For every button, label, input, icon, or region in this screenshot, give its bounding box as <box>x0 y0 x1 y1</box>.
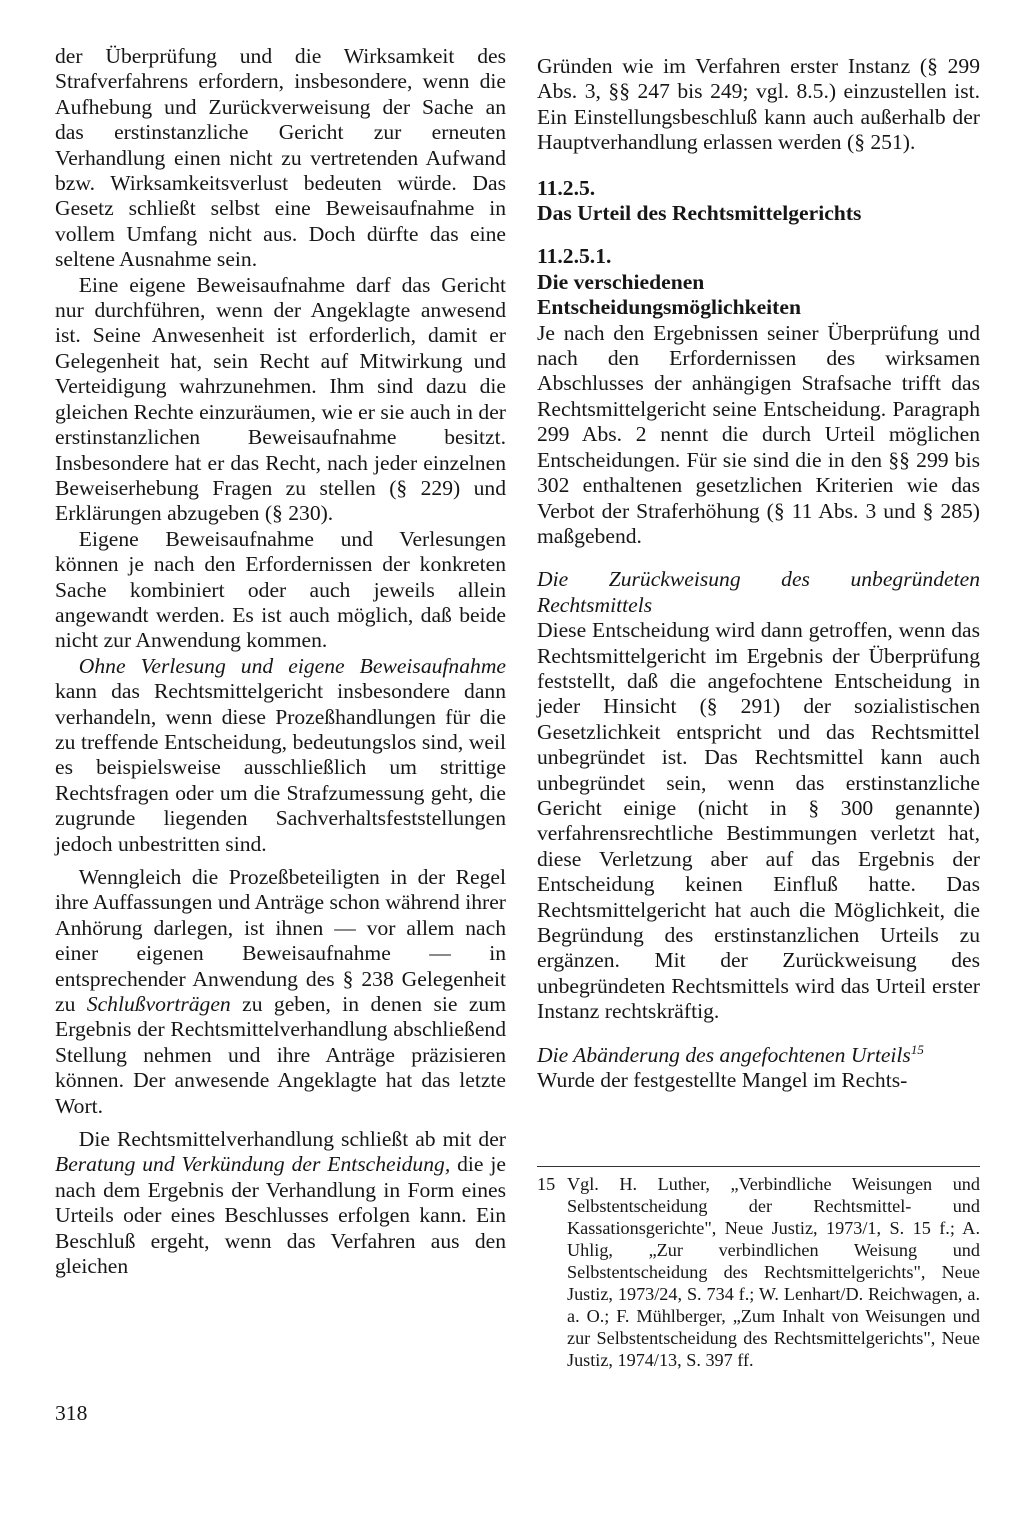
section-title: Das Urteil des Rechtsmittelgerichts <box>537 201 862 226</box>
paragraph-text: kann das Rechtsmittelgericht insbesondere dann verhandeln, wenn diese Prozeßhandlungen für die zu treffende Entscheidung, bedeutungslos sind, weil es beispielsweise ausschließlich um strittige Rechtsfragen oder um die Strafzumessung geht, die zugrunde liegenden Sachverhaltsfeststellungen jedoch unbestritten sind. <box>55 679 506 856</box>
footnote <box>537 1173 980 1371</box>
subheading-text: Die Abänderung des angefochtenen Urteils <box>537 1042 911 1067</box>
paragraph: Je nach den Ergebnissen seiner Überprüfung und nach den Erfordernissen des wirksamen Abschlusses der anhängigen Strafsache trifft das Rechtsmittelgericht seine Entscheidung. Paragraph 299 Abs. 2 nennt die durch Urteil möglichen Entscheidungen. Für sie sind die in den §§ 299 bis 302 enthaltenen gesetzlichen Kriterien wie das Verbot der Straferhöhung (§ 11 Abs. 3 und § 285) maßgebend. <box>537 320 980 548</box>
right-column <box>537 54 980 1093</box>
footnote-number: 15 <box>537 1174 556 1194</box>
paragraph-text: Wenngleich die Prozeßbeteiligten in der Regel ihre Auffassungen und Anträge schon während ihrer Anhörung darlegen, ist ihnen — vor allem nach einer eigenen Beweisaufnahme — in entsprechender Anwendung des § 238 Gelegenheit zu <box>55 865 506 1017</box>
subsection-title-line-2: Entscheidungsmöglichkeiten <box>537 295 801 320</box>
paragraph <box>55 1127 506 1279</box>
emphasis: Beratung und Verkündung der Entscheidung, <box>55 1152 451 1177</box>
paragraph: Wurde der festgestellte Mangel im Rechts- <box>537 1068 908 1093</box>
paragraph-text: die je nach dem Ergebnis der Verhandlung in Form eines Urteils oder eines Beschlusses erfolgen kann. Ein Beschluß ergeht, wenn das Verfahren aus den gleichen <box>55 1152 506 1279</box>
paragraph: Eine eigene Beweisaufnahme darf das Gericht nur durchführen, wenn der Angeklagte anwesend ist. Seine Anwesenheit ist erforderlich, damit er Gelegenheit hat, sein Recht auf Mitwirkung und Verteidigung wahrzunehmen. Ihm sind dazu die gleichen Rechte einzuräumen, wie er sie auch in der erstinstanzlichen Beweisaufnahme besitzt. Insbesondere hat er das Recht, nach jeder einzelnen Beweiserhebung Fragen zu stellen (§ 229) und Erklärungen abzugeben (§ 230). <box>55 272 506 526</box>
emphasis: Schlußvorträgen <box>86 992 231 1017</box>
italic-subheading: Die Zurückweisung des unbegründeten Rechtsmittels <box>537 567 980 617</box>
paragraph: Gründen wie im Verfahren erster Instanz (§ 299 Abs. 3, §§ 247 bis 249; vgl. 8.5.) einzustellen ist. Ein Einstellungsbeschluß kann auch außerhalb der Hauptverhandlung erlassen werden (§ 251). <box>537 54 980 155</box>
page-number: 318 <box>55 1401 88 1425</box>
italic-subheading <box>537 1043 980 1068</box>
emphasis: Ohne Verlesung und eigene Beweisaufnahme <box>78 653 506 678</box>
paragraph: Diese Entscheidung wird dann getroffen, wenn das Rechtsmittelgericht im Ergebnis der Überprüfung feststellt, daß die angefochtene Entscheidung in jeder Hinsicht (§ 291) der sozialistischen Gesetzlichkeit entspricht und das Rechtsmittel unbegründet ist. Das Rechtsmittel kann auch unbegründet sein, wenn das erstinstanzliche Gericht einige (nicht in § 300 genannte) verfahrensrechtliche Bestimmungen verletzt hat, diese Verletzung aber auf das Ergebnis der Entscheidung keinen Einfluß hatte. Das Rechtsmittelgericht hat auch die Möglichkeit, die Begründung des erstinstanzlichen Urteils zu ergänzen. Mit der Zurückweisung des unbegründeten Rechtsmittels wird das Urteil erster Instanz rechtskräftig. <box>537 618 980 1024</box>
section-number: 11.2.5. <box>537 175 596 200</box>
left-column <box>55 44 506 1280</box>
footnote-reference[interactable]: 15 <box>910 1041 924 1057</box>
paragraph-text: zu geben, in denen sie zum Ergebnis der Rechtsmittelverhandlung abschließend Stellung nehmen und ihre Anträge präzisieren können. Der anwesende Angeklagte hat das letzte Wort. <box>55 992 507 1118</box>
paragraph: der Überprüfung und die Wirksamkeit des Strafverfahrens erfordern, insbesondere, wenn die Aufhebung und Zurückverweisung der Sache an das erstinstanzliche Gericht zur erneuten Verhandlung einen nicht zu vertretenden Aufwand bzw. Wirksamkeitsverlust bedeuten würde. Das Gesetz schließt selbst eine Beweisaufnahme in vollem Umfang nicht aus. Doch dürfte das eine seltene Ausnahme sein. <box>55 44 506 272</box>
paragraph <box>55 654 506 857</box>
footnote-text: Vgl. H. Luther, „Verbindliche Weisungen und Selbstentscheidung der Rechtsmittel- und Kassationsgerichte", Neue Justiz, 1973/1, S. 15 f.; A. Uhlig, „Zur verbindlichen Weisung und Selbstentscheidung des Rechtsmittelgerichts", Neue Justiz, 1973/24, S. 734 f.; W. Lenhart/D. Reichwagen, a. a. O.; F. Mühlberger, „Zum Inhalt von Weisungen und zur Selbstentscheidung des Rechtsmittelgerichts", Neue Justiz, 1974/13, S. 397 ff. <box>567 1174 980 1370</box>
paragraph-text: Die Rechtsmittelverhandlung schließt ab mit der <box>78 1127 506 1152</box>
subsection-title-line-1: Die verschiedenen <box>537 269 705 294</box>
footnote-area <box>537 1166 980 1371</box>
paragraph: Eigene Beweisaufnahme und Verlesungen können je nach den Erfordernissen der konkreten Sache kombiniert oder auch jeweils allein angewandt werden. Es ist auch möglich, daß beide nicht zur Anwendung kommen. <box>55 526 506 653</box>
paragraph <box>55 865 506 1119</box>
subsection-number: 11.2.5.1. <box>537 244 612 269</box>
